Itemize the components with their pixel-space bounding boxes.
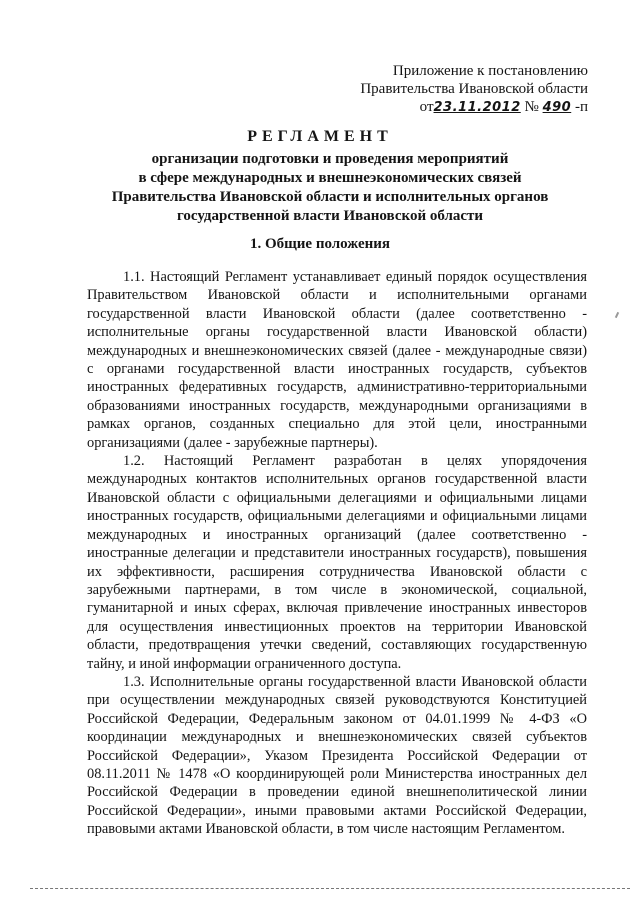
scan-speck [615,312,619,318]
subtitle-line: Правительства Ивановской области и исполнительных органов [111,189,549,205]
paragraph-1-3: 1.3. Исполнительные органы государственной власти Ивановской области при осуществлении международных связей руководствуются Конституцией Российской Федерации, Федеральным законом от 04.01.1999 № 4-ФЗ «О координации международных и внешнеэкономических связей субъектов Российской Федерации», Указом Президента Российской Федерации от 08.11.2011 № 1478 «О координирующей роли Министерства иностранных дел Российской Федерации в проведении единой внешнеполитической линии Российской Федерации», иными правовыми актами Российской Федерации, правовыми актами Ивановской области, в том числе настоящим Регламентом. [87,673,587,838]
handwritten-number: 490 [542,100,572,115]
subtitle-line: организации подготовки и проведения мероприятий [151,151,509,167]
number-suffix: -п [574,99,588,115]
paragraph-1-1: 1.1. Настоящий Регламент устанавливает единый порядок осуществления Правительством Ивановской области и исполнительными органами государственной власти Ивановской области (далее соответственно - исполнительные органы государственной власти Ивановской области) международных и внешнеэкономических связей (далее - международные связи) с органами государственной власти иностранных государств, субъектов иностранных федеративных государств, административно-территориальными образованиями иностранных государств, международными организациями в рамках органов, созданных специально для этой цели, иностранными организациями (далее - зарубежные партнеры). [87,269,587,451]
document-body [87,268,587,839]
number-prefix: № [524,99,539,115]
appendix-date-line [348,98,588,117]
scan-footer-line [30,888,630,889]
appendix-note [348,62,588,117]
document-subtitle [100,150,560,226]
document-title: РЕГЛАМЕНТ [247,128,393,145]
date-prefix: от [419,99,434,115]
subtitle-line: государственной власти Ивановской области [176,208,484,224]
subtitle-line: в сфере международных и внешнеэкономических связей [138,170,522,186]
appendix-line-2: Правительства Ивановской области [360,81,588,97]
section-heading: 1. Общие положения [249,236,391,252]
paragraph-1-2: 1.2. Настоящий Регламент разработан в целях упорядочения международных контактов исполнительных органов государственной власти Ивановской области с официальными делегациями и официальными лицами иностранных государств, официальными делегациями и официальными лицами международных и иностранных организаций (далее соответственно - иностранные делегации и представители иностранных государств), повышения их эффективности, расширения сотрудничества Ивановской области с зарубежными партнерами, в том числе в экономической, социальной, гуманитарной и иных сферах, включая привлечение иностранных инвесторов для осуществления инвестиционных проектов на территории Ивановской области, предотвращения утечки сведений, составляющих государственную тайну, и иной информации ограниченного доступа. [87,453,587,672]
appendix-line-1: Приложение к постановлению [392,63,588,79]
handwritten-date: 23.11.2012 [433,100,521,115]
